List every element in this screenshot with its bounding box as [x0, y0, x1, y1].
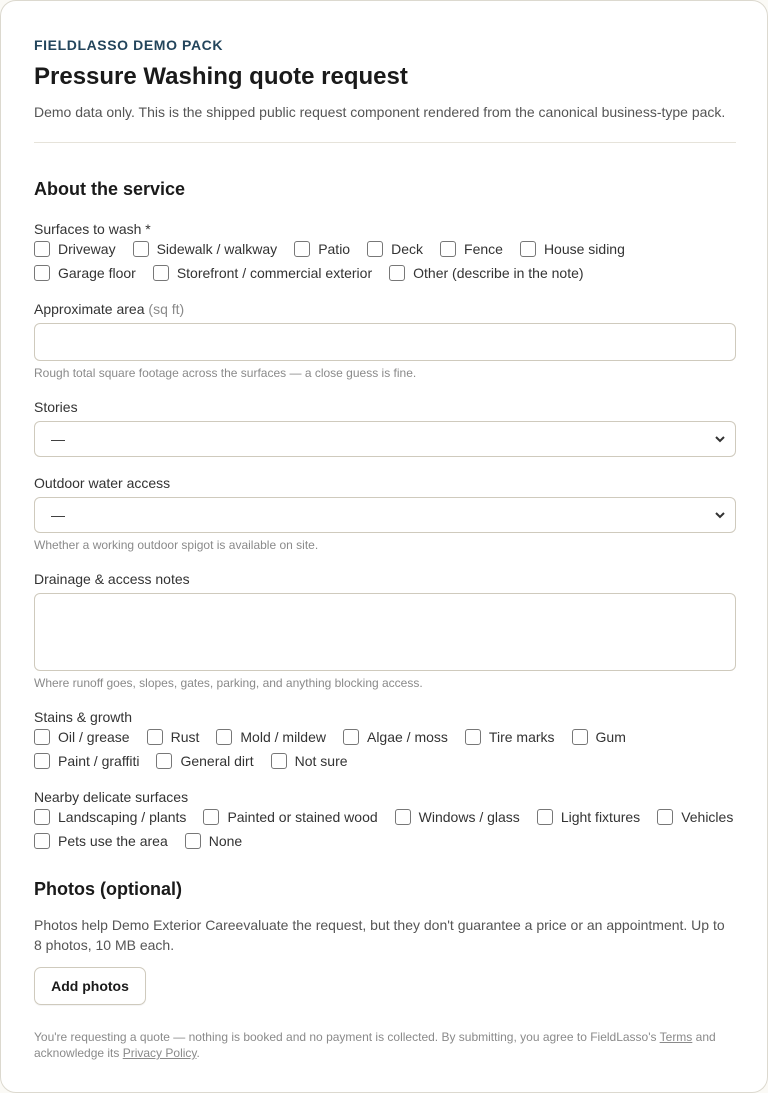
checkbox-label: Oil / grease [58, 729, 130, 745]
checkbox-label: General dirt [180, 753, 254, 769]
checkbox-label: Rust [170, 729, 200, 745]
checkbox-option[interactable] [133, 241, 278, 257]
checkbox-label: Other (describe in the note) [413, 265, 584, 281]
checkbox-label: Not sure [294, 753, 348, 769]
footer-text-1: You're requesting a quote — nothing is booked and no payment is collected. By submitting, you agree to FieldLasso's [34, 1030, 660, 1044]
checkbox-option[interactable] [465, 729, 555, 745]
drainage-help: Where runoff goes, slopes, gates, parking, and anything blocking access. [34, 676, 423, 690]
checkbox-label: Paint / graffiti [58, 753, 140, 769]
delicate-row-1 [34, 808, 750, 826]
checkbox-option[interactable] [153, 265, 372, 281]
checkbox[interactable] [153, 265, 169, 281]
water-select[interactable] [34, 497, 736, 533]
checkbox[interactable] [133, 241, 149, 257]
checkbox[interactable] [156, 753, 172, 769]
checkbox[interactable] [203, 809, 219, 825]
checkbox[interactable] [294, 241, 310, 257]
checkbox-label: Fence [464, 241, 503, 257]
checkbox-label: Patio [318, 241, 351, 257]
checkbox[interactable] [465, 729, 481, 745]
checkbox-label: Garage floor [58, 265, 136, 281]
checkbox[interactable] [34, 241, 50, 257]
checkbox-option[interactable] [657, 809, 733, 825]
water-selected-value: — [51, 507, 65, 523]
checkbox-option[interactable] [294, 241, 350, 257]
checkbox-option[interactable] [271, 753, 348, 769]
checkbox-option[interactable] [34, 241, 116, 257]
checkbox-option[interactable] [34, 753, 139, 769]
section-title-photos: Photos (optional) [34, 879, 182, 899]
checkbox-label: Storefront / commercial exterior [176, 265, 373, 281]
chevron-down-icon [713, 432, 727, 446]
checkbox-label: Landscaping / plants [58, 809, 187, 825]
area-input[interactable] [34, 323, 736, 361]
checkbox-label: House siding [543, 241, 625, 257]
checkbox-option[interactable] [34, 809, 186, 825]
checkbox-option[interactable] [156, 753, 253, 769]
drainage-textarea[interactable] [34, 593, 736, 671]
water-help: Whether a working outdoor spigot is available on site. [34, 538, 319, 552]
privacy-policy-link[interactable]: Privacy Policy [122, 1046, 197, 1060]
checkbox[interactable] [389, 265, 405, 281]
checkbox-label: Driveway [58, 241, 116, 257]
stains-row-2 [34, 752, 365, 770]
checkbox-option[interactable] [367, 241, 423, 257]
checkbox[interactable] [537, 809, 553, 825]
header-divider [34, 142, 736, 143]
checkbox-option[interactable] [147, 729, 200, 745]
surfaces-label: Surfaces to wash * [34, 221, 151, 237]
stories-label: Stories [34, 399, 78, 415]
surfaces-row-2 [34, 264, 601, 282]
checkbox-label: Tire marks [488, 729, 555, 745]
section-title-about: About the service [34, 179, 186, 199]
delicate-row-2 [34, 832, 259, 850]
page-subtitle: Demo data only. This is the shipped public request component rendered from the canonical business-type pack. [34, 104, 726, 120]
checkbox[interactable] [147, 729, 163, 745]
checkbox[interactable] [572, 729, 588, 745]
checkbox-option[interactable] [34, 729, 130, 745]
checkbox-option[interactable] [572, 729, 626, 745]
checkbox[interactable] [440, 241, 456, 257]
checkbox-label: Light fixtures [560, 809, 641, 825]
stories-select[interactable] [34, 421, 736, 457]
footer-text-3: . [196, 1046, 200, 1060]
page-title: Pressure Washing quote request [34, 63, 408, 90]
checkbox-label: Gum [595, 729, 626, 745]
stains-row-1 [34, 728, 643, 746]
photos-description: Photos help Demo Exterior Careevaluate the request, but they don't guarantee a price or an appointment. Up to 8 photos, 10 MB each. [34, 917, 725, 953]
area-label [34, 301, 184, 317]
chevron-down-icon [713, 508, 727, 522]
checkbox-label: Algae / moss [366, 729, 448, 745]
add-photos-button[interactable]: Add photos [34, 967, 146, 1005]
terms-link[interactable]: Terms [659, 1030, 693, 1044]
checkbox-option[interactable] [389, 265, 583, 281]
checkbox[interactable] [395, 809, 411, 825]
checkbox[interactable] [343, 729, 359, 745]
checkbox[interactable] [34, 265, 50, 281]
checkbox[interactable] [185, 833, 201, 849]
checkbox-label: Painted or stained wood [227, 809, 378, 825]
surfaces-row-1 [34, 240, 642, 258]
checkbox[interactable] [34, 833, 50, 849]
checkbox-label: Deck [391, 241, 424, 257]
checkbox[interactable] [34, 809, 50, 825]
area-label-text: Approximate area [34, 301, 145, 317]
drainage-label: Drainage & access notes [34, 571, 190, 587]
checkbox[interactable] [34, 729, 50, 745]
checkbox-option[interactable] [440, 241, 503, 257]
checkbox-option[interactable] [34, 833, 168, 849]
checkbox-option[interactable] [520, 241, 625, 257]
area-help: Rough total square footage across the surfaces — a close guess is fine. [34, 366, 417, 380]
water-label: Outdoor water access [34, 475, 171, 491]
checkbox-label: Windows / glass [418, 809, 520, 825]
brand-eyebrow: FIELDLASSO DEMO PACK [34, 37, 224, 53]
checkbox[interactable] [367, 241, 383, 257]
checkbox[interactable] [520, 241, 536, 257]
checkbox-label: Sidewalk / walkway [156, 241, 278, 257]
footer-text-2: and acknowledge its [34, 1030, 716, 1060]
checkbox[interactable] [657, 809, 673, 825]
checkbox-label: None [208, 833, 243, 849]
checkbox[interactable] [271, 753, 287, 769]
checkbox-label: Pets use the area [58, 833, 168, 849]
stories-selected-value: — [51, 431, 65, 447]
checkbox-label: Vehicles [681, 809, 734, 825]
checkbox-option[interactable] [203, 809, 377, 825]
checkbox[interactable] [216, 729, 232, 745]
checkbox[interactable] [34, 753, 50, 769]
area-unit: (sq ft) [148, 301, 185, 317]
delicate-label: Nearby delicate surfaces [34, 789, 189, 805]
checkbox-option[interactable] [34, 265, 136, 281]
checkbox-option[interactable] [537, 809, 640, 825]
checkbox-option[interactable] [185, 833, 242, 849]
stains-label: Stains & growth [34, 709, 133, 725]
legal-footer [34, 1029, 736, 1061]
checkbox-option[interactable] [343, 729, 448, 745]
checkbox-option[interactable] [216, 729, 326, 745]
checkbox-option[interactable] [395, 809, 520, 825]
checkbox-label: Mold / mildew [240, 729, 326, 745]
